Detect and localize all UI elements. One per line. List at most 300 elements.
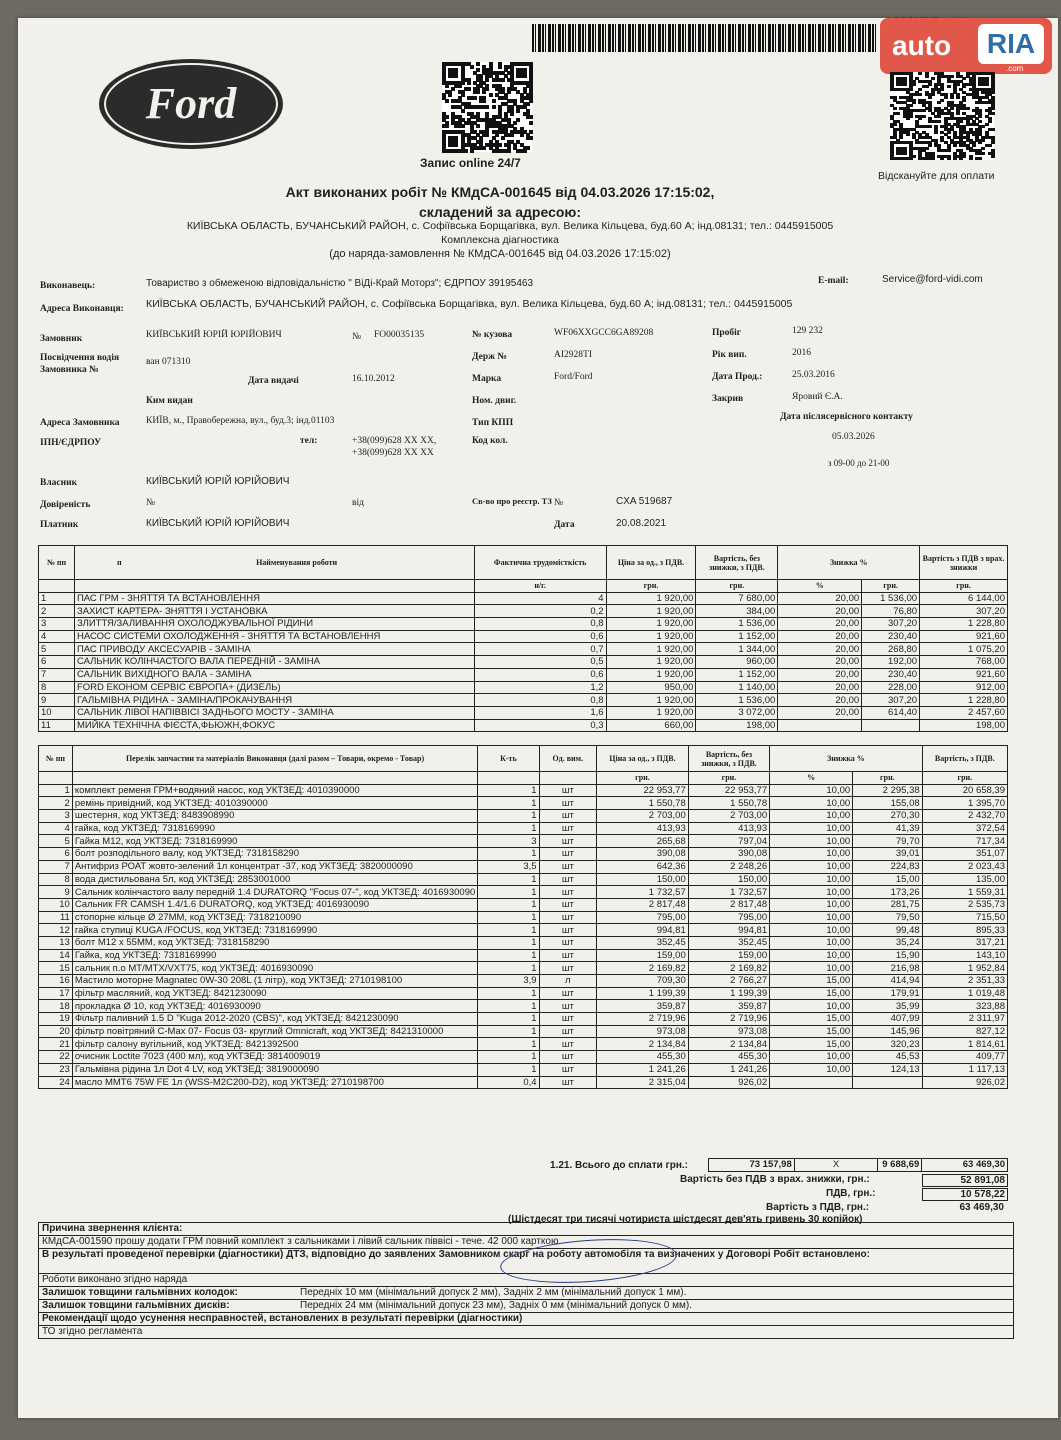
part-price: 2 315,04 xyxy=(597,1076,689,1089)
customer-value: КИЇВСЬКИЙ ЮРІЙ ЮРІЙОВИЧ xyxy=(146,330,282,340)
work-labor: 0,6 xyxy=(474,630,606,643)
part-row xyxy=(39,886,1008,899)
work-discount: 307,20 xyxy=(862,618,920,631)
work-name: МИЙКА ТЕХНІЧНА ФІЄСТА,ФЬЮЖН,ФОКУС xyxy=(74,719,474,732)
part-name: Гальмівна рідина 1л Dot 4 LV, код УКТЗЕД: 3819000090 xyxy=(72,1063,477,1076)
part-name: Сальник колінчастого валу передній 1.4 DURATORQ "Focus 07-", код УКТЗЕД: 4016930090 xyxy=(72,886,477,899)
part-row xyxy=(39,924,1008,937)
registration-label: Св-во про реєстр. ТЗ xyxy=(472,496,552,506)
part-discount-pct: 10,00 xyxy=(770,873,853,886)
part-cost: 22 953,77 xyxy=(688,784,769,797)
part-total: 2 351,33 xyxy=(922,975,1007,988)
pay-caption: Відскануйте для оплати xyxy=(878,170,995,182)
part-total: 926,02 xyxy=(922,1076,1007,1089)
part-discount-pct: 10,00 xyxy=(770,835,853,848)
power-of-attorney-label: Довіреність xyxy=(40,500,91,510)
owner-value: КИЇВСЬКИЙ ЮРІЙ ЮРІЙОВИЧ xyxy=(146,476,290,487)
customer-label: Замовник xyxy=(40,334,83,344)
part-qty: 1 xyxy=(478,911,539,924)
vin-label: № кузова xyxy=(472,330,513,340)
work-row xyxy=(39,719,1008,732)
year-value: 2016 xyxy=(792,348,811,358)
part-discount-pct: 10,00 xyxy=(770,898,853,911)
registration-no-label: № xyxy=(554,498,564,508)
grand-total-table xyxy=(708,1158,1008,1172)
phone-1: +38(099)628 XX XX, xyxy=(352,436,437,446)
work-total: 6 144,00 xyxy=(920,592,1008,605)
registration-date-value: 20.08.2021 xyxy=(616,518,667,529)
part-qty: 1 xyxy=(478,1038,539,1051)
work-cost: 7 680,00 xyxy=(696,592,778,605)
work-price: 1 920,00 xyxy=(606,656,696,669)
part-price: 265,68 xyxy=(597,835,689,848)
part-discount-pct: 15,00 xyxy=(770,1038,853,1051)
part-total: 317,21 xyxy=(922,936,1007,949)
parts-col-cost: Вартість, без знижки, з ПДВ. xyxy=(688,746,769,772)
part-cost: 2 766,27 xyxy=(688,975,769,988)
part-row xyxy=(39,898,1008,911)
part-cost: 390,08 xyxy=(688,848,769,861)
part-unit: шт xyxy=(539,949,597,962)
post-contact-time: з 09-00 до 21-00 xyxy=(828,458,890,468)
part-row xyxy=(39,962,1008,975)
work-no: 10 xyxy=(39,706,75,719)
work-name: САЛЬНИК ВИХІДНОГО ВАЛА - ЗАМІНА xyxy=(74,668,474,681)
part-discount-pct: 10,00 xyxy=(770,1063,853,1076)
part-cost: 352,45 xyxy=(688,936,769,949)
mileage-value: 129 232 xyxy=(792,326,823,336)
part-qty: 1 xyxy=(478,784,539,797)
executor-address-label: Адреса Виконавця: xyxy=(40,304,124,314)
part-cost: 797,04 xyxy=(688,835,769,848)
part-discount-pct: 10,00 xyxy=(770,797,853,810)
part-discount-pct: 10,00 xyxy=(770,810,853,823)
part-unit: шт xyxy=(539,1051,597,1064)
part-discount-pct: 10,00 xyxy=(770,911,853,924)
part-unit: шт xyxy=(539,1038,597,1051)
reason-label: Причина звернення клієнта: xyxy=(39,1223,1013,1236)
pads-value: Передніх 10 мм (мінімальний допуск 2 мм), Задніх 2 мм (мінімальний допуск 1 мм). xyxy=(300,1287,687,1298)
part-unit: шт xyxy=(539,936,597,949)
part-row xyxy=(39,784,1008,797)
part-total: 1 395,70 xyxy=(922,797,1007,810)
work-price: 1 920,00 xyxy=(606,592,696,605)
part-qty: 1 xyxy=(478,987,539,1000)
work-discount-pct: 20,00 xyxy=(778,630,862,643)
part-no: 1 xyxy=(39,784,73,797)
part-total: 351,07 xyxy=(922,848,1007,861)
work-price: 1 920,00 xyxy=(606,668,696,681)
part-total: 1 019,48 xyxy=(922,987,1007,1000)
work-total: 2 457,60 xyxy=(920,706,1008,719)
part-qty: 1 xyxy=(478,873,539,886)
part-no: 22 xyxy=(39,1051,73,1064)
part-name: Сальник FR CAMSH 1.4/1.6 DURATORQ, код УКТЗЕД: 4016930090 xyxy=(72,898,477,911)
part-discount: 155,08 xyxy=(853,797,923,810)
part-row xyxy=(39,1013,1008,1026)
part-cost: 2 248,26 xyxy=(688,860,769,873)
work-discount-pct: 20,00 xyxy=(778,668,862,681)
part-name: Гайка M12, код УКТЗЕД: 7318169990 xyxy=(72,835,477,848)
part-discount: 145,96 xyxy=(853,1025,923,1038)
part-unit: шт xyxy=(539,848,597,861)
parts-unit-pct: % xyxy=(770,772,853,785)
discs-value: Передніх 24 мм (мінімальний допуск 23 мм), Задніх 0 мм (мінімальний допуск 0 мм). xyxy=(300,1300,692,1311)
prod-date-value: 25.03.2016 xyxy=(792,370,835,380)
parts-col-price: Ціна за од., з ПДВ. xyxy=(597,746,689,772)
part-no: 14 xyxy=(39,949,73,962)
part-name: вода дистильована 5л, код УКТЗЕД: 2853001000 xyxy=(72,873,477,886)
part-cost: 413,93 xyxy=(688,822,769,835)
work-name: ЗЛИТТЯ/ЗАЛИВАННЯ ОХОЛОДЖУВАЛЬНОЇ РІДИНИ xyxy=(74,618,474,631)
part-name: фільтр масляний, код УКТЗЕД: 8421230090 xyxy=(72,987,477,1000)
part-discount-pct: 15,00 xyxy=(770,1025,853,1038)
part-total: 372,54 xyxy=(922,822,1007,835)
part-name: Фільтр паливний 1.5 D "Kuga 2012-2020 (CBS)", код УКТЗЕД: 8421230090 xyxy=(72,1013,477,1026)
part-unit: шт xyxy=(539,835,597,848)
unit-pct: % xyxy=(778,580,862,593)
plate-value: AI2928TI xyxy=(554,350,592,360)
pads-label: Залишок товщини гальмівних колодок: xyxy=(42,1287,238,1298)
part-row xyxy=(39,936,1008,949)
work-discount-pct xyxy=(778,719,862,732)
part-unit: шт xyxy=(539,1025,597,1038)
post-contact-label: Дата післясервісного контакту xyxy=(780,412,913,422)
autoria-left: auto xyxy=(892,30,952,61)
part-discount-pct: 15,00 xyxy=(770,987,853,1000)
part-discount-pct: 10,00 xyxy=(770,1051,853,1064)
customer-no-label: № xyxy=(352,332,362,342)
work-labor: 0,6 xyxy=(474,668,606,681)
work-total: 307,20 xyxy=(920,605,1008,618)
unit-labor: н/г. xyxy=(474,580,606,593)
closed-by-value: Яровий Є.А. xyxy=(792,392,843,402)
part-row xyxy=(39,1025,1008,1038)
part-discount-pct: 10,00 xyxy=(770,949,853,962)
part-discount: 407,99 xyxy=(853,1013,923,1026)
part-row xyxy=(39,810,1008,823)
part-row xyxy=(39,1038,1008,1051)
work-discount: 1 536,00 xyxy=(862,592,920,605)
recommendations-value: ТО згідно регламента xyxy=(42,1326,143,1337)
work-cost: 1 152,00 xyxy=(696,630,778,643)
part-total: 1 952,84 xyxy=(922,962,1007,975)
work-no: 1 xyxy=(39,592,75,605)
engine-label: Ном. двиг. xyxy=(472,396,517,406)
part-row xyxy=(39,835,1008,848)
part-total: 1 814,61 xyxy=(922,1038,1007,1051)
part-no: 5 xyxy=(39,835,73,848)
part-name: Мастило моторне Magnatec 0W-30 208L (1 літр), код УКТЗЕД: 2710198100 xyxy=(72,975,477,988)
part-discount-pct: 10,00 xyxy=(770,1000,853,1013)
closed-by-label: Закрив xyxy=(712,394,744,404)
part-name: болт розподільного валу, код УКТЗЕД: 7318158290 xyxy=(72,848,477,861)
work-labor: 1,2 xyxy=(474,681,606,694)
vat-label: ПДВ, грн.: xyxy=(826,1188,876,1199)
part-unit: шт xyxy=(539,924,597,937)
barcode xyxy=(532,24,877,52)
part-total: 2 023,43 xyxy=(922,860,1007,873)
part-name: стопорне кільце Ø 27MM, код УКТЗЕД: 7318210090 xyxy=(72,911,477,924)
part-qty: 0,4 xyxy=(478,1076,539,1089)
executor-address-value: КИЇВСЬКА ОБЛАСТЬ, БУЧАНСЬКИЙ РАЙОН, с. Софіївська Борщагівка, вул. Велика Кільцева, буд.60 А; інд.08131; тел.: 0445915005 xyxy=(146,298,793,310)
work-row xyxy=(39,592,1008,605)
mileage-label: Пробіг xyxy=(712,328,742,338)
post-contact-date: 05.03.2026 xyxy=(832,432,875,442)
work-row xyxy=(39,605,1008,618)
part-no: 21 xyxy=(39,1038,73,1051)
part-total: 895,33 xyxy=(922,924,1007,937)
part-no: 23 xyxy=(39,1063,73,1076)
work-labor: 4 xyxy=(474,592,606,605)
work-labor: 0,5 xyxy=(474,656,606,669)
part-cost: 2 169,82 xyxy=(688,962,769,975)
part-qty: 1 xyxy=(478,848,539,861)
part-discount: 99,48 xyxy=(853,924,923,937)
part-no: 8 xyxy=(39,873,73,886)
issued-date-label: Дата видачі xyxy=(248,376,299,386)
part-discount: 216,98 xyxy=(853,962,923,975)
registration-date-label: Дата xyxy=(554,520,575,530)
part-unit: шт xyxy=(539,822,597,835)
work-discount: 228,00 xyxy=(862,681,920,694)
work-cost: 1 140,00 xyxy=(696,681,778,694)
part-discount: 320,23 xyxy=(853,1038,923,1051)
part-discount-pct: 10,00 xyxy=(770,936,853,949)
work-row xyxy=(39,681,1008,694)
work-discount: 268,80 xyxy=(862,643,920,656)
gearbox-label: Тип КПП xyxy=(472,418,514,428)
part-price: 150,00 xyxy=(597,873,689,886)
part-name: Антифриз РОАТ жовто-зелений 1л концентрат -37, код УКТЗЕД: 3820000090 xyxy=(72,860,477,873)
part-total: 717,34 xyxy=(922,835,1007,848)
part-unit: шт xyxy=(539,962,597,975)
part-discount: 39,01 xyxy=(853,848,923,861)
part-discount: 224,83 xyxy=(853,860,923,873)
part-price: 2 817,48 xyxy=(597,898,689,911)
part-price: 413,93 xyxy=(597,822,689,835)
issued-date-value: 16.10.2012 xyxy=(352,374,395,384)
work-discount: 76,80 xyxy=(862,605,920,618)
phone-label: тел: xyxy=(300,436,318,446)
work-name: НАСОС СИСТЕМИ ОХОЛОДЖЕННЯ - ЗНЯТТЯ ТА ВСТАНОВЛЕННЯ xyxy=(74,630,474,643)
part-price: 795,00 xyxy=(597,911,689,924)
part-row xyxy=(39,949,1008,962)
part-discount-pct: 10,00 xyxy=(770,860,853,873)
work-price: 1 920,00 xyxy=(606,694,696,707)
work-cost: 1 536,00 xyxy=(696,694,778,707)
part-price: 973,08 xyxy=(597,1025,689,1038)
part-discount-pct: 15,00 xyxy=(770,1013,853,1026)
part-row xyxy=(39,1000,1008,1013)
work-no: 8 xyxy=(39,681,75,694)
part-total: 2 432,70 xyxy=(922,810,1007,823)
work-discount xyxy=(862,719,920,732)
part-unit: шт xyxy=(539,873,597,886)
part-total: 827,12 xyxy=(922,1025,1007,1038)
part-name: прокладка Ø 10, код УКТЗЕД: 4016930090 xyxy=(72,1000,477,1013)
part-discount-pct: 10,00 xyxy=(770,924,853,937)
document-title: Акт виконаних робіт № КМдСА-001645 від 04.03.2026 17:15:02, xyxy=(285,184,715,200)
work-no: 7 xyxy=(39,668,75,681)
part-cost: 359,87 xyxy=(688,1000,769,1013)
issued-by-label: Ким видан xyxy=(146,396,193,406)
work-no: 5 xyxy=(39,643,75,656)
col-price: Ціна за од., з ПДВ. xyxy=(606,546,696,580)
work-labor: 0,8 xyxy=(474,618,606,631)
work-no: 3 xyxy=(39,618,75,631)
work-cost: 198,00 xyxy=(696,719,778,732)
parts-unit-cost: грн. xyxy=(688,772,769,785)
part-price: 2 169,82 xyxy=(597,962,689,975)
part-unit: шт xyxy=(539,1063,597,1076)
part-qty: 1 xyxy=(478,949,539,962)
order-reference: (до наряда-замовлення № КМдСА-001645 від 04.03.2026 17:15:02) xyxy=(329,248,671,260)
part-qty: 3 xyxy=(478,835,539,848)
part-discount: 2 295,38 xyxy=(853,784,923,797)
part-row xyxy=(39,911,1008,924)
part-name: очисник Loctite 7023 (400 мл), код УКТЗЕД: 3814009019 xyxy=(72,1051,477,1064)
part-qty: 1 xyxy=(478,797,539,810)
part-unit: л xyxy=(539,975,597,988)
payer-value: КИЇВСЬКИЙ ЮРІЙ ЮРІЙОВИЧ xyxy=(146,518,290,529)
no-vat-value: 52 891,08 xyxy=(922,1174,1008,1187)
parts-col-qty: К-ть xyxy=(478,746,539,772)
part-total: 135,00 xyxy=(922,873,1007,886)
part-no: 6 xyxy=(39,848,73,861)
work-discount-pct: 20,00 xyxy=(778,618,862,631)
work-discount-pct: 20,00 xyxy=(778,694,862,707)
part-name: болт M12 x 55MM, код УКТЗЕД: 7318158290 xyxy=(72,936,477,949)
work-name: ЗАХИСТ КАРТЕРА- ЗНЯТТЯ І УСТАНОВКА xyxy=(74,605,474,618)
part-no: 15 xyxy=(39,962,73,975)
part-unit: шт xyxy=(539,987,597,1000)
work-no: 11 xyxy=(39,719,75,732)
part-unit: шт xyxy=(539,911,597,924)
part-total: 2 311,97 xyxy=(922,1013,1007,1026)
unit-cost: грн. xyxy=(696,580,778,593)
col-discount: Знижка % xyxy=(778,546,920,580)
work-no: 6 xyxy=(39,656,75,669)
part-price: 994,81 xyxy=(597,924,689,937)
part-discount-pct xyxy=(770,1076,853,1089)
part-unit: шт xyxy=(539,898,597,911)
part-row xyxy=(39,822,1008,835)
part-no: 12 xyxy=(39,924,73,937)
work-total: 921,60 xyxy=(920,668,1008,681)
part-discount: 35,24 xyxy=(853,936,923,949)
work-row xyxy=(39,706,1008,719)
grand-total-cost: 73 157,98 xyxy=(709,1159,795,1172)
part-row xyxy=(39,873,1008,886)
work-labor: 1,6 xyxy=(474,706,606,719)
part-discount-pct: 10,00 xyxy=(770,962,853,975)
part-discount: 45,53 xyxy=(853,1051,923,1064)
part-no: 20 xyxy=(39,1025,73,1038)
part-discount: 173,26 xyxy=(853,886,923,899)
part-price: 159,00 xyxy=(597,949,689,962)
prod-date-label: Дата Прод.: xyxy=(712,372,763,382)
email-label: E-mail: xyxy=(818,276,849,286)
part-price: 455,30 xyxy=(597,1051,689,1064)
poa-from-label: від xyxy=(352,498,364,508)
part-cost: 1 732,57 xyxy=(688,886,769,899)
part-cost: 150,00 xyxy=(688,873,769,886)
part-name: ремінь привідний, код УКТЗЕД: 4010390000 xyxy=(72,797,477,810)
part-cost: 1 241,26 xyxy=(688,1063,769,1076)
part-row xyxy=(39,975,1008,988)
diagnostics-block xyxy=(38,1222,1014,1339)
payment-qr-code[interactable] xyxy=(890,72,994,160)
work-name: САЛЬНИК КОЛІНЧАСТОГО ВАЛА ПЕРЕДНІЙ - ЗАМІНА xyxy=(74,656,474,669)
work-total: 912,00 xyxy=(920,681,1008,694)
part-unit: шт xyxy=(539,886,597,899)
part-cost: 2 703,00 xyxy=(688,810,769,823)
work-discount-pct: 20,00 xyxy=(778,605,862,618)
part-qty: 1 xyxy=(478,1051,539,1064)
part-discount: 179,91 xyxy=(853,987,923,1000)
part-cost: 159,00 xyxy=(688,949,769,962)
part-unit: шт xyxy=(539,784,597,797)
work-price: 1 920,00 xyxy=(606,605,696,618)
work-price: 1 920,00 xyxy=(606,706,696,719)
col-cost: Вартість, без знижки, з ПДВ. xyxy=(696,546,778,580)
license-value: ван 071310 xyxy=(146,357,191,367)
no-vat-label: Вартість без ПДВ з врах. знижки, грн.: xyxy=(680,1174,870,1185)
work-discount-pct: 20,00 xyxy=(778,656,862,669)
diagnostics-type: Комплексна діагностика xyxy=(441,234,559,246)
parts-table xyxy=(38,745,1008,1089)
unit-disc: грн. xyxy=(862,580,920,593)
parts-col-no: № пп xyxy=(39,746,73,772)
booking-qr-code[interactable] xyxy=(442,62,532,152)
part-name: гайка ступиці KUGA /FOCUS, код УКТЗЕД: 7318169990 xyxy=(72,924,477,937)
col-name: п Найменування роботи xyxy=(74,546,474,580)
part-price: 1 732,57 xyxy=(597,886,689,899)
part-qty: 1 xyxy=(478,1063,539,1076)
part-total: 409,77 xyxy=(922,1051,1007,1064)
part-discount-pct: 10,00 xyxy=(770,848,853,861)
part-cost: 2 817,48 xyxy=(688,898,769,911)
part-discount: 35,99 xyxy=(853,1000,923,1013)
part-name: масло MMT6 75W FE 1л (WSS-M2C200-D2), код УКТЗЕД: 2710198700 xyxy=(72,1076,477,1089)
make-label: Марка xyxy=(472,374,502,384)
work-row xyxy=(39,630,1008,643)
work-row xyxy=(39,668,1008,681)
part-price: 390,08 xyxy=(597,848,689,861)
col-labor: Фактична трудомісткість xyxy=(474,546,606,580)
part-cost: 795,00 xyxy=(688,911,769,924)
part-discount-pct: 10,00 xyxy=(770,886,853,899)
part-no: 3 xyxy=(39,810,73,823)
parts-unit-price: грн. xyxy=(597,772,689,785)
work-discount-pct: 20,00 xyxy=(778,706,862,719)
col-no: № пп xyxy=(39,546,75,580)
part-discount: 79,50 xyxy=(853,911,923,924)
email-value: Service@ford-vidi.com xyxy=(882,274,983,285)
year-label: Рік вип. xyxy=(712,350,747,360)
part-name: комплект ременя ГРМ+водяний насос, код УКТЗЕД: 4010390000 xyxy=(72,784,477,797)
with-vat-value: 63 469,30 xyxy=(959,1202,1004,1213)
work-labor: 0,7 xyxy=(474,643,606,656)
part-cost: 2 134,84 xyxy=(688,1038,769,1051)
parts-col-discount: Знижка % xyxy=(770,746,923,772)
part-price: 352,45 xyxy=(597,936,689,949)
part-discount: 15,90 xyxy=(853,949,923,962)
grand-total-value: 63 469,30 xyxy=(922,1159,1008,1172)
work-discount: 230,40 xyxy=(862,668,920,681)
part-no: 17 xyxy=(39,987,73,1000)
